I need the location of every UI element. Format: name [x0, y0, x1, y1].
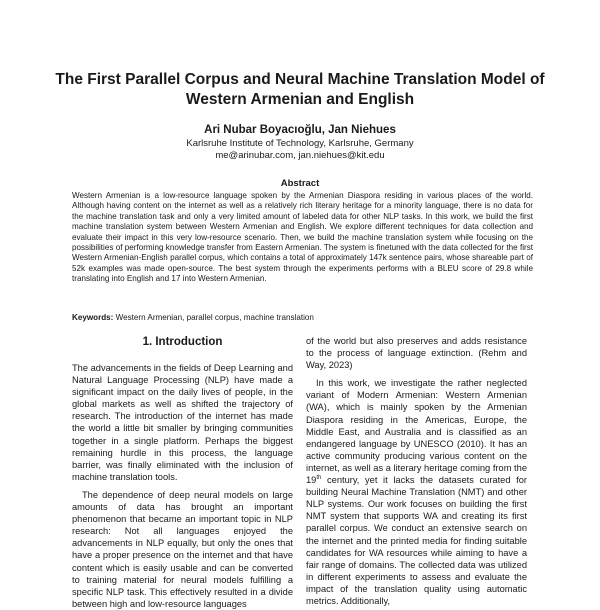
intro-paragraph-4-part-b: century, yet it lacks the datasets curated for building Neural Machine Translation (NMT) and other NLP systems. Our work focuses on building the first NMT system that supports WA and creating its first parallel corpus. We conduct an extensive search on the internet and the printed media for finding suitable candidates for WA resources while aiming to have a fair range of domains. The collected data was utilized in different experiments to assess and evaluate the impact of the translation quality using automatic metrics. Additionally, [306, 475, 527, 606]
intro-paragraph-2: The dependence of deep neural models on large amounts of data has brought an important phenomenon that became an important topic in NLP research: Not all languages enjoyed the advancements in NLP equally, but only the ones that have a proper presence on the internet and that have content which is easily usable and can be converted to training material for neural models fulfilling a specific NLP task. This effectively resulted in a divide between high and low-resource languages [72, 489, 293, 609]
ordinal-superscript: th [316, 475, 322, 482]
author-affiliation-block [40, 138, 560, 162]
paper-title-line-2: Western Armenian and English [185, 91, 415, 108]
affiliation: Karlsruhe Institute of Technology, Karlsruhe, Germany [186, 138, 414, 149]
left-column [72, 335, 293, 610]
paper-title [40, 70, 560, 110]
author-emails: me@arinubar.com, jan.niehues@kit.edu [215, 150, 385, 161]
abstract-heading: Abstract [280, 178, 320, 189]
author-names: Ari Nubar Boyacıoğlu, Jan Niehues [204, 124, 396, 136]
paper-title-line-1: The First Parallel Corpus and Neural Machine Translation Model of [55, 71, 545, 88]
intro-paragraph-4 [306, 377, 527, 607]
intro-paragraph-1: The advancements in the fields of Deep Learning and Natural Language Processing (NLP) have made a significant impact on the daily lives of people, in the global markets as well as shifted the trajectory of research. The introduction of the internet has made the world a little bit smaller by bringing communities together in a single platform. Perhaps the biggest remaining hurdle in this process, the language barrier, was finally eliminated with the inclusion of machine translation tools. [72, 363, 293, 482]
intro-paragraph-3: of the world but also preserves and adds resistance to the process of language extinction. (Rehm and Way, 2023) [306, 336, 527, 371]
right-column [306, 335, 527, 607]
keywords-text: Western Armenian, parallel corpus, machine translation [115, 313, 314, 322]
section-heading-introduction: 1. Introduction [142, 336, 223, 348]
keywords-line [72, 313, 533, 323]
abstract-text: Western Armenian is a low-resource language spoken by the Armenian Diaspora residing in various places of the world. Although having content on the internet as well as a relatively rich literary heritage for a minority language, there is no data for the machine translation task and only a very limited amount of labeled data for other NLP tasks. In this work, we build the first machine translation system between Western Armenian and English. We explore different techniques for data collection and evaluate their impact in this very low-resource scenario. Then, we build the machine translation system while focusing on the possibilities of performing knowledge transfer from Eastern Armenian. The system is finetuned with the data collected for the first Western Armenian-English parallel corpus, which contains a total of approximately 147k sentence pairs, whose shareable part of 52k examples was made open-source. The best system through the experiments performs with a BLEU score of 29.8 while translating into English and 17 into Western Armenian. [72, 191, 533, 284]
keywords-label: Keywords: [72, 313, 114, 322]
intro-paragraph-4-part-a: In this work, we investigate the rather neglected variant of Modern Armenian: Western Armenian (WA), which is mainly spoken by the Armenian Diaspora residing in the Americas, Europe, the Middle East, and Australia and is classified as an endangered language by UNESCO (2010). It has an active community producing various content on the internet, as well as a literary heritage coming from the 19 [306, 378, 527, 486]
